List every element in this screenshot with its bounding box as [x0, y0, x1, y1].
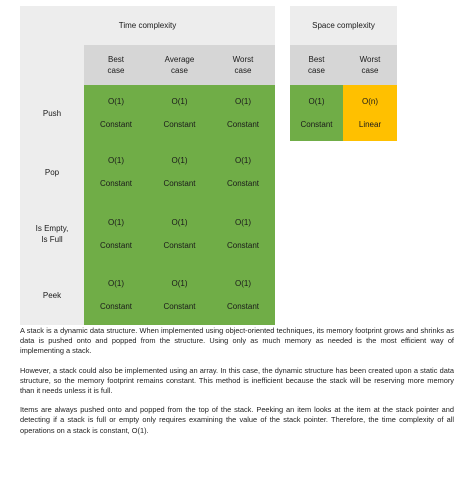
paragraph: A stack is a dynamic data structure. When implemented using object-oriented techniques, its memory footprint grows and shrinks as data is pushed onto and popped from the structure. Using only as much memory as needed is the most efficient way of implementing a stack.	[20, 326, 454, 356]
cell-peek-best	[84, 265, 148, 325]
complexity-word: Constant	[99, 120, 133, 129]
cell-push-worst	[211, 85, 275, 141]
complexity-notation: O(1)	[171, 218, 188, 227]
cell-pop-worst	[211, 141, 275, 203]
row-label-text: Peek	[42, 290, 62, 300]
complexity-word: Constant	[163, 302, 196, 311]
col-label-line1: Best	[308, 55, 325, 64]
time-title-text: Time complexity	[118, 21, 177, 30]
complexity-notation: O(1)	[108, 218, 124, 227]
cell-push-best	[84, 85, 148, 141]
corner-blank	[20, 45, 84, 85]
row-label-push	[20, 85, 84, 141]
time-col-average	[148, 45, 211, 85]
complexity-word: Constant	[300, 120, 333, 129]
body-text	[20, 326, 454, 445]
complexity-notation: O(1)	[235, 97, 251, 106]
complexity-word: Constant	[163, 120, 196, 129]
cell-pop-best	[84, 141, 148, 203]
col-label-line2: case	[171, 66, 188, 75]
row-label-pop	[20, 141, 84, 203]
space-title-text: Space complexity	[312, 21, 375, 30]
paragraph: However, a stack could also be implemented using an array. In this case, the dynamic structure has been created upon a static data structure, so the memory footprint remains constant. This method is inefficient because the stack will be reserving more memory than it needs unless it is full.	[20, 365, 454, 396]
complexity-notation: O(1)	[108, 156, 124, 165]
complexity-notation: O(1)	[171, 97, 188, 106]
row-label-text: Pop	[44, 167, 60, 177]
row-label-text: Is Empty,	[35, 224, 69, 233]
space-complexity-title	[290, 6, 397, 45]
row-label-text: Is Full	[41, 235, 63, 244]
complexity-notation: O(1)	[108, 279, 124, 288]
col-label-line2: case	[234, 66, 252, 75]
col-label-line1: Best	[107, 55, 124, 64]
cell-isempty-best	[84, 203, 148, 265]
complexity-word: Constant	[163, 179, 196, 188]
complexity-notation: O(1)	[235, 279, 251, 288]
complexity-word: Constant	[226, 302, 260, 311]
complexity-word: Linear	[358, 120, 382, 129]
complexity-word: Constant	[99, 302, 133, 311]
complexity-notation: O(1)	[308, 97, 325, 106]
cell-peek-average	[148, 265, 211, 325]
row-label-is-empty-is-full	[20, 203, 84, 265]
time-complexity-title	[20, 6, 275, 45]
complexity-notation: O(1)	[171, 156, 188, 165]
cell-peek-worst	[211, 265, 275, 325]
cell-space-worst	[343, 85, 397, 141]
complexity-notation: O(1)	[171, 279, 188, 288]
complexity-word: Constant	[226, 120, 260, 129]
col-label-line2: case	[308, 66, 325, 75]
cell-isempty-average	[148, 203, 211, 265]
cell-isempty-worst	[211, 203, 275, 265]
complexity-word: Constant	[226, 179, 260, 188]
time-col-worst	[211, 45, 275, 85]
cell-pop-average	[148, 141, 211, 203]
col-label-line1: Worst	[359, 55, 381, 64]
col-label-line2: case	[107, 66, 125, 75]
cell-push-average	[148, 85, 211, 141]
complexity-notation: O(n)	[362, 97, 378, 106]
cell-space-best	[290, 85, 343, 141]
row-label-text: Push	[42, 108, 62, 118]
complexity-notation: O(1)	[108, 97, 124, 106]
row-label-peek	[20, 265, 84, 325]
time-col-best	[84, 45, 148, 85]
complexity-tables	[20, 6, 460, 316]
complexity-notation: O(1)	[235, 156, 251, 165]
complexity-word: Constant	[99, 179, 133, 188]
space-col-worst	[343, 45, 397, 85]
space-col-best	[290, 45, 343, 85]
complexity-word: Constant	[99, 241, 133, 250]
col-label-line2: case	[361, 66, 379, 75]
col-label-line1: Average	[164, 55, 195, 64]
col-label-line1: Worst	[232, 55, 254, 64]
complexity-notation: O(1)	[235, 218, 251, 227]
complexity-word: Constant	[163, 241, 196, 250]
complexity-word: Constant	[226, 241, 260, 250]
paragraph: Items are always pushed onto and popped from the top of the stack. Peeking an item looks at the item at the stack pointer and detecting if a stack is full or empty only requires examining the value of the stack pointer. Therefore, the time complexity of all operations on a stack is constant, O(1).	[20, 405, 454, 435]
